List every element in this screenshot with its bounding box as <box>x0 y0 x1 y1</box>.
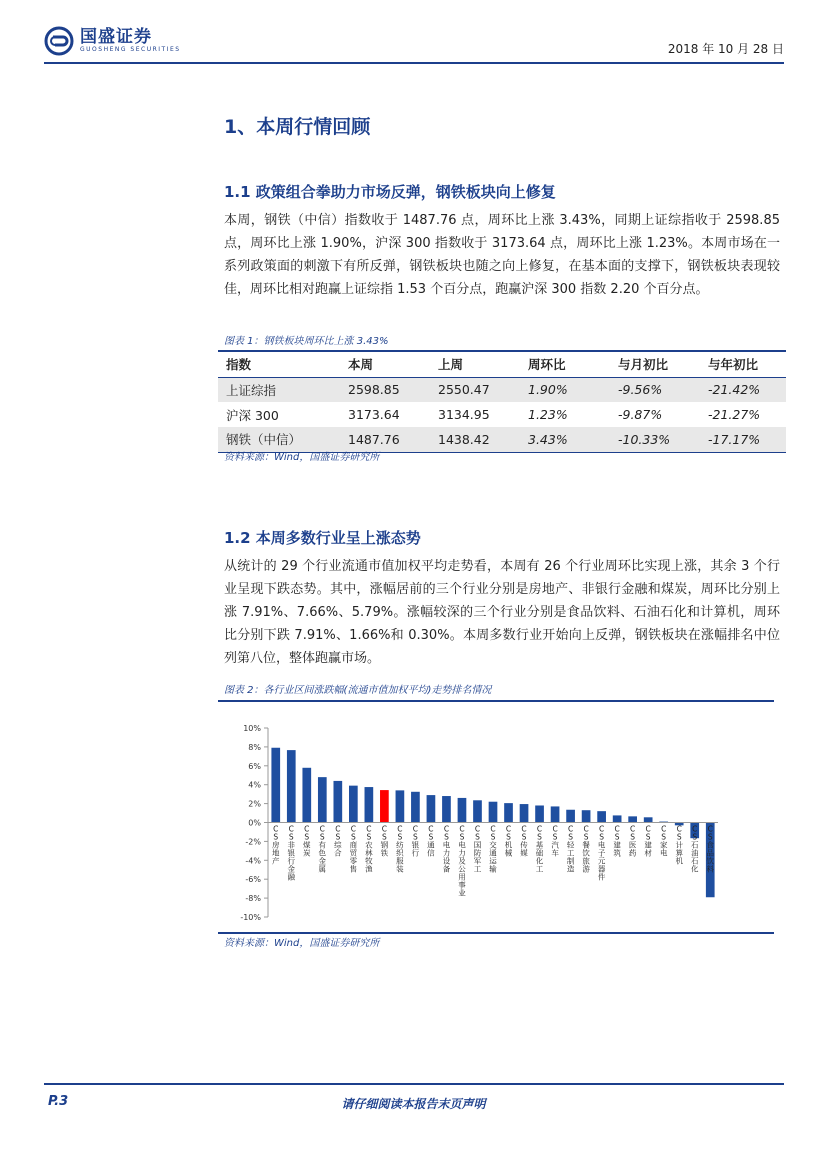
category-label: C S 食品饮料 <box>706 824 714 874</box>
index-performance-table <box>218 350 786 453</box>
table-cell: 3.43% <box>520 427 610 452</box>
industry-return-bar-chart <box>218 710 774 932</box>
category-label: C S 电子元器件 <box>597 824 606 882</box>
page-header <box>44 24 784 60</box>
table-cell: -21.42% <box>700 377 786 402</box>
bar-23 <box>613 815 622 822</box>
footer-divider <box>44 1083 784 1085</box>
table-header-cell: 与年初比 <box>700 351 786 377</box>
subsection-1-1-title: 1.1 政策组合拳助力市场反弹，钢铁板块向上修复 <box>224 183 556 201</box>
brand-logo <box>44 24 181 58</box>
subsection-1-1-body: 本周，钢铁（中信）指数收于 1487.76 点，周环比上涨 3.43%，同期上证综指收于 2598.85 点，周环比上涨 1.90%，沪深 300 指数收于 3173.64 点，周环比上涨 1.23%。本周市场在一系列政策面的刺激下有所反弹，钢铁板块也随之向上修复，在基本面的支撑下，钢铁板块表现较佳，周环比相对跑赢上证综指 1.53 个百分点，跑赢沪深 300 指数 2.20 个百分点。 <box>224 213 780 297</box>
report-date: 2018 年 10 月 28 日 <box>667 42 784 56</box>
guosheng-logo-icon <box>44 26 74 56</box>
bar-8 <box>380 790 389 822</box>
table-cell: -10.33% <box>610 427 700 452</box>
bar-24 <box>628 816 637 822</box>
bar-12 <box>442 796 451 822</box>
category-label: C S 国防军工 <box>473 824 482 874</box>
table-cell: -9.56% <box>610 377 700 402</box>
category-label: C S 餐饮旅游 <box>582 824 590 874</box>
table-cell: 3173.64 <box>348 407 400 422</box>
figure2-caption: 图表 2：各行业区间涨跌幅(流通市值加权平均)走势排名情况 <box>224 685 492 696</box>
table-cell: -21.27% <box>708 407 761 422</box>
table-row <box>218 377 786 402</box>
bar-19 <box>551 806 560 822</box>
bar-20 <box>566 810 575 823</box>
y-tick-label: -2% <box>245 837 261 847</box>
table-header-cell: 指数 <box>218 351 340 377</box>
bar-21 <box>582 810 591 822</box>
y-tick-label: -10% <box>240 913 261 922</box>
table-cell: 2550.47 <box>430 377 520 402</box>
subsection-1-2-title: 1.2 本周多数行业呈上涨态势 <box>224 529 421 547</box>
bar-1 <box>271 748 280 823</box>
category-label: C S 交通运输 <box>489 824 497 874</box>
table-cell: 1.90% <box>520 377 610 402</box>
y-tick-label: 8% <box>248 742 261 752</box>
table-header-cell: 与月初比 <box>610 351 700 377</box>
subsection-1-2-body: 从统计的 29 个行业流通市值加权平均走势看，本周有 26 个行业周环比实现上涨，其余 3 个行业呈现下跌态势。其中，涨幅居前的三个行业分别是房地产、非银行金融和煤炭，周环比分别上涨 7.91%、7.66%、5.79%。涨幅较深的三个行业分别是食品饮料、石油石化和计算机，周环比分别下跌 7.91%、1.66%和 0.30%。本周多数行业开始向上反弹，钢铁板块在涨幅排名中位列第八位，整体跑赢市场。 <box>224 559 780 666</box>
table-cell: 3134.95 <box>438 407 490 422</box>
table-header-cell: 本周 <box>340 351 430 377</box>
category-label: C S 轻工制造 <box>566 824 575 874</box>
brand-name-en: GUOSHENG SECURITIES <box>80 46 181 53</box>
category-label: C S 非银行金融 <box>287 824 296 882</box>
brand-name-cn: 国盛证券 <box>80 27 152 47</box>
category-label: C S 通信 <box>427 824 435 858</box>
bar-5 <box>333 781 342 823</box>
category-label: C S 煤炭 <box>303 824 311 858</box>
category-label: C S 房地产 <box>272 824 280 866</box>
table-row <box>218 402 786 427</box>
bar-14 <box>473 800 482 822</box>
table1-caption: 图表 1：钢铁板块周环比上涨 3.43% <box>224 336 389 347</box>
category-label: C S 商贸零售 <box>349 824 358 874</box>
bar-4 <box>318 777 327 822</box>
table-cell: 1487.76 <box>340 427 430 452</box>
table-cell: -9.87% <box>618 407 663 422</box>
category-label: C S 有色金属 <box>318 824 327 874</box>
category-label: C S 纺织服装 <box>396 824 404 874</box>
y-tick-label: 6% <box>248 761 261 771</box>
table-cell: -17.17% <box>700 427 786 452</box>
category-label: C S 基础化工 <box>535 824 544 874</box>
bar-22 <box>597 811 606 822</box>
bar-9 <box>396 790 405 822</box>
chart-top-rule <box>218 700 774 702</box>
table-cell: 2598.85 <box>340 377 430 402</box>
bar-18 <box>535 805 544 822</box>
category-label: C S 银行 <box>411 824 420 858</box>
bar-13 <box>458 798 467 823</box>
y-tick-label: 4% <box>248 780 261 790</box>
bar-7 <box>365 787 374 822</box>
category-label: C S 机械 <box>504 824 513 858</box>
table-header-cell: 周环比 <box>520 351 610 377</box>
category-label: C S 建材 <box>644 824 652 858</box>
table-cell: 钢铁（中信） <box>218 427 340 452</box>
y-tick-label: 0% <box>248 818 261 828</box>
category-label: C S 石油石化 <box>690 824 699 874</box>
category-label: C S 电力及公用事业 <box>458 824 466 898</box>
category-label: C S 电力设备 <box>442 824 451 874</box>
table-header-row <box>218 351 786 377</box>
bar-3 <box>302 768 311 823</box>
y-tick-label: -8% <box>245 894 261 904</box>
y-tick-label: 10% <box>243 724 261 733</box>
bar-6 <box>349 786 358 823</box>
category-label: C S 钢铁 <box>380 824 389 858</box>
bar-10 <box>411 792 420 823</box>
bar-11 <box>427 795 436 822</box>
y-tick-label: -4% <box>245 856 261 866</box>
category-label: C S 建筑 <box>613 824 621 858</box>
table-cell: 1.23% <box>528 407 568 422</box>
y-tick-label: -6% <box>245 875 261 885</box>
header-divider <box>44 62 784 64</box>
category-label: C S 汽车 <box>551 824 559 858</box>
bar-16 <box>504 803 513 822</box>
table-cell: 1438.42 <box>430 427 520 452</box>
category-label: C S 综合 <box>334 824 342 858</box>
page-number: P.3 <box>48 1094 69 1109</box>
category-label: C S 计算机 <box>675 824 683 866</box>
table-header-cell: 上周 <box>430 351 520 377</box>
table-cell: 上证综指 <box>218 377 340 402</box>
y-tick-label: 2% <box>248 799 261 809</box>
figure2-source: 资料来源：Wind，国盛证券研究所 <box>224 938 380 949</box>
bar-25 <box>644 817 653 822</box>
bar-15 <box>489 802 498 823</box>
category-label: C S 家电 <box>659 824 668 858</box>
category-label: C S 农林牧渔 <box>365 824 373 874</box>
bar-17 <box>520 804 529 822</box>
bar-2 <box>287 750 296 822</box>
table1-source: 资料来源：Wind，国盛证券研究所 <box>224 452 380 463</box>
category-label: C S 医药 <box>628 824 637 858</box>
section-title: 1、本周行情回顾 <box>224 116 371 138</box>
table-cell: 沪深 300 <box>226 407 279 423</box>
category-label: C S 传媒 <box>520 824 528 858</box>
footer-disclaimer: 请仔细阅读本报告末页声明 <box>341 1097 486 1111</box>
